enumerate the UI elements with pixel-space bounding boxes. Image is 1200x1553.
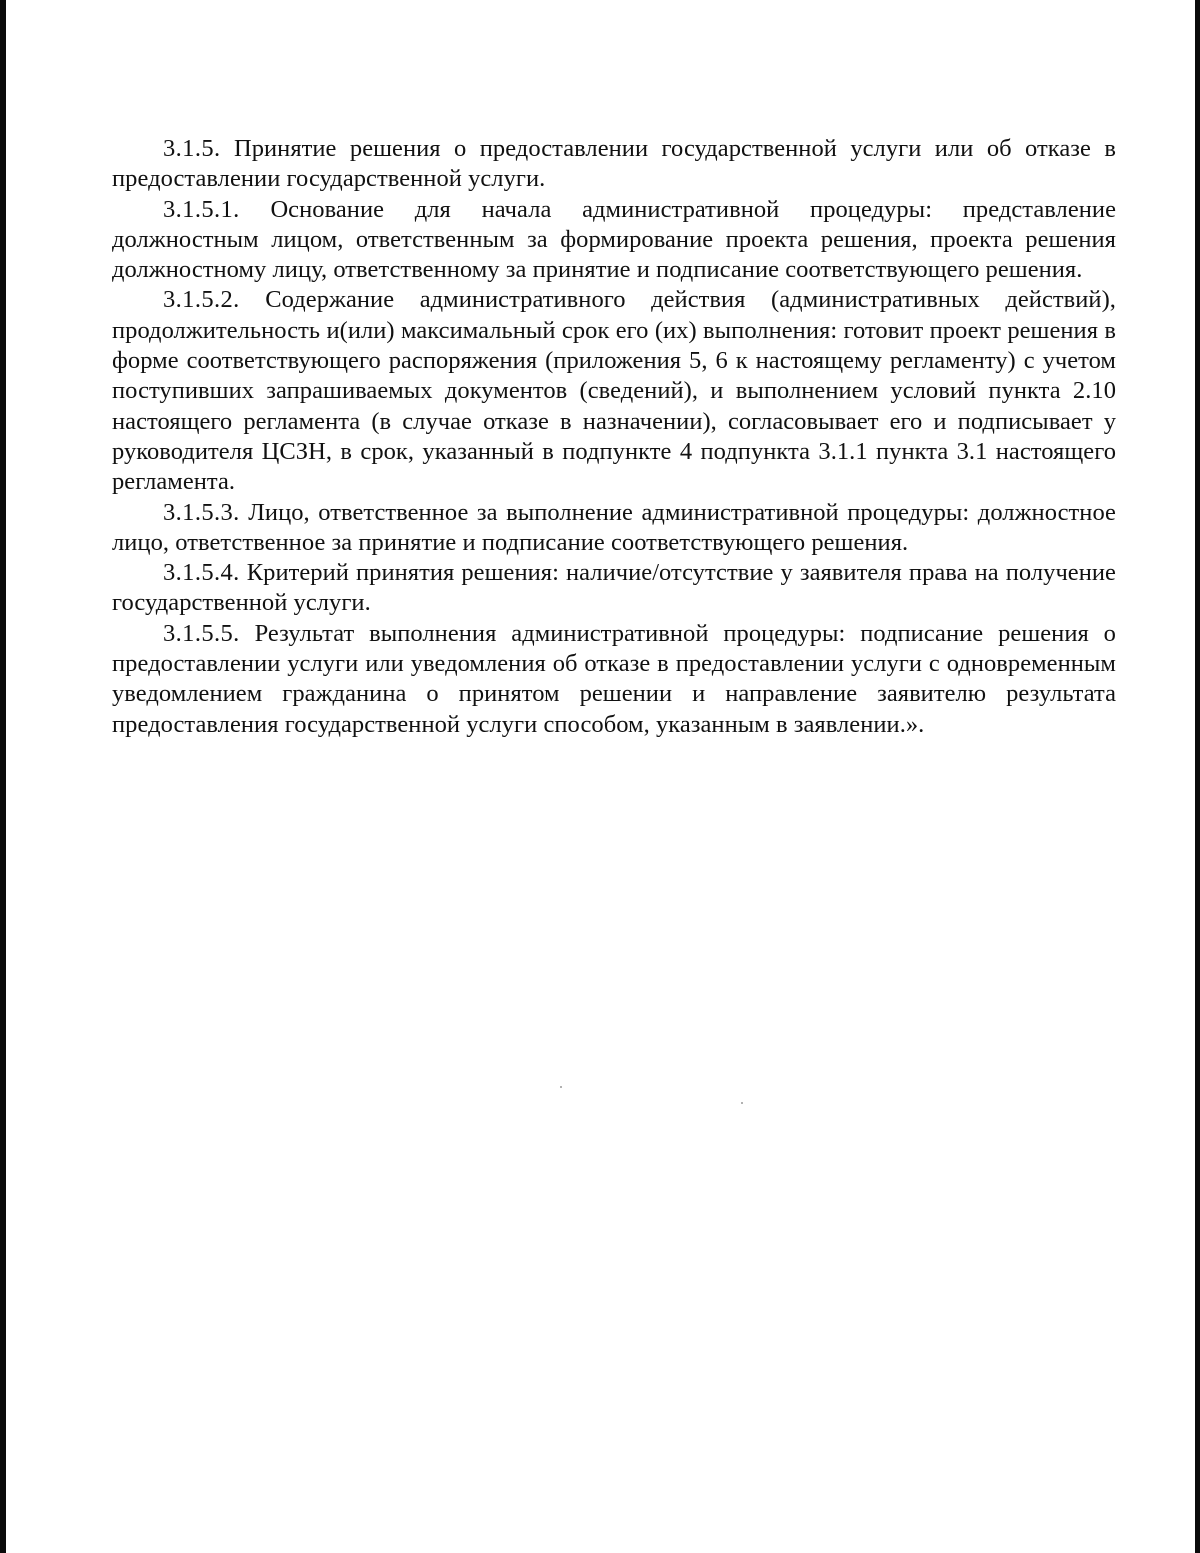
- paragraph-3-1-5-3: [112, 498, 1116, 559]
- paragraph-number: 3.1.5.2.: [163, 286, 240, 314]
- paragraph-text: Результат выполнения административной процедуры: подписание решения о предоставлении услуги или уведомления об отказе в предоставлении услуги с одновременным уведомлением гражданина о принятом решении и направление заявителю результата предоставления государственной услуги способом, указанным в заявлении.».: [112, 619, 1116, 738]
- paragraph-3-1-5-4: [112, 558, 1116, 619]
- paragraph-text: Лицо, ответственное за выполнение административной процедуры: должностное лицо, ответственное за принятие и подписание соответствующего решения.: [112, 498, 1116, 556]
- scan-speck: [741, 1102, 743, 1104]
- paragraph-number: 3.1.5.5.: [163, 619, 240, 647]
- paragraph-number: 3.1.5.4.: [163, 559, 240, 587]
- paragraph-text: Содержание административного действия (административных действий), продолжительность и(или) максимальный срок его (их) выполнения: готовит проект решения в форме соответствующего распоряжения (приложения 5, 6 к настоящему регламенту) с учетом поступивших запрашиваемых документов (сведений), и выполнением условий пункта 2.10 настоящего регламента (в случае отказе в назначении), согласовывает его и подписывает у руководителя ЦСЗН, в срок, указанный в подпункте 4 подпункта 3.1.1 пункта 3.1 настоящего регламента.: [112, 286, 1116, 496]
- paragraph-3-1-5-5: [112, 619, 1116, 740]
- paragraph-text: Принятие решения о предоставлении государственной услуги или об отказе в предоставлении государственной услуги.: [112, 135, 1116, 193]
- paragraph-3-1-5: [112, 134, 1116, 195]
- scan-edge-left: [0, 0, 6, 1553]
- paragraph-3-1-5-2: [112, 285, 1116, 497]
- scan-speck: [560, 1086, 562, 1088]
- scan-edge-right: [1195, 0, 1200, 1553]
- paragraph-3-1-5-1: [112, 195, 1116, 286]
- paragraph-number: 3.1.5.3.: [163, 498, 240, 526]
- document-page: [112, 134, 1116, 740]
- paragraph-number: 3.1.5.1.: [163, 195, 240, 223]
- paragraph-number: 3.1.5.: [163, 135, 221, 162]
- paragraph-text: Основание для начала административной процедуры: представление должностным лицом, ответственным за формирование проекта решения, проекта решения должностному лицу, ответственному за принятие и подписание соответствующего решения.: [112, 195, 1116, 284]
- paragraph-text: Критерий принятия решения: наличие/отсутствие у заявителя права на получение государственной услуги.: [112, 559, 1116, 617]
